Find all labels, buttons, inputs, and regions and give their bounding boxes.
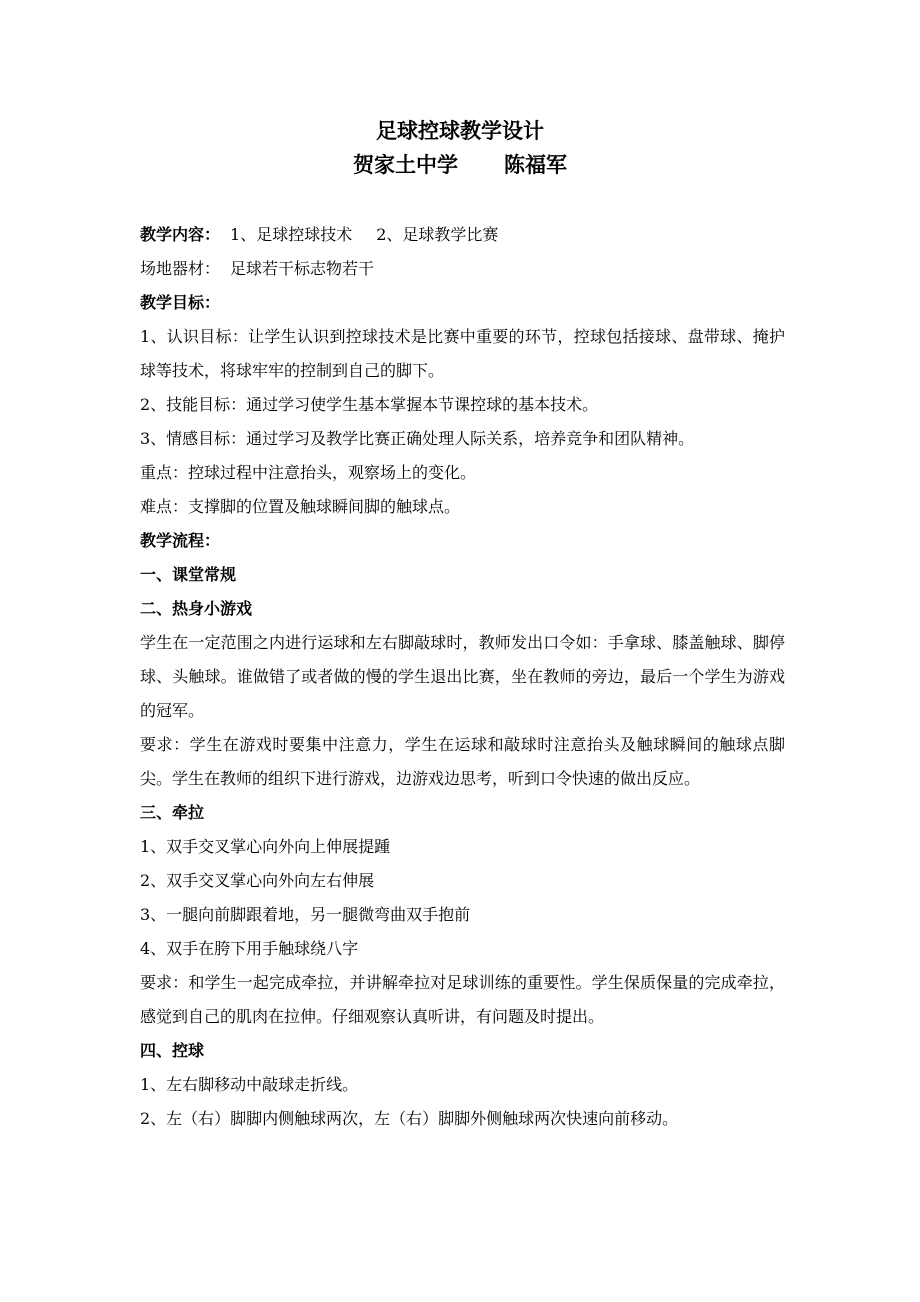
stretch-requirement: 要求：和学生一起完成牵拉，并讲解牵拉对足球训练的重要性。学生保质保量的完成牵拉，感觉到自己的肌肉在拉伸。仔细观察认真听讲，有问题及时提出。: [140, 973, 785, 1026]
teaching-content-label: 教学内容：: [140, 225, 221, 244]
control-item-2: 2、左（右）脚脚内侧触球两次，左（右）脚脚外侧触球两次快速向前移动。: [140, 1109, 679, 1128]
author-line: [0, 150, 920, 180]
section-control-heading: 四、控球: [140, 1041, 205, 1060]
control-item-1: 1、左右脚移动中敲球走折线。: [140, 1075, 359, 1094]
stretch-item-2: 2、双手交叉掌心向外向左右伸展: [140, 871, 375, 890]
section-warmup-heading: 二、热身小游戏: [140, 599, 253, 618]
teaching-content-item-2: 2、足球教学比赛: [376, 225, 499, 244]
section-routine-heading: 一、课堂常规: [140, 565, 237, 584]
goal-emotional: 3、情感目标：通过学习及教学比赛正确处理人际关系，培养竞争和团队精神。: [140, 429, 695, 448]
section-stretch-heading: 三、牵拉: [140, 803, 205, 822]
venue-label: 场地器材：: [140, 259, 221, 278]
process-heading: 教学流程：: [140, 531, 221, 550]
warmup-requirement: 要求：学生在游戏时要集中注意力，学生在运球和敲球时注意抬头及触球瞬间的触球点脚尖。学生在教师的组织下进行游戏，边游戏边思考，听到口令快速的做出反应。: [140, 735, 785, 788]
school-name: 贺家土中学: [353, 152, 458, 177]
teaching-content-item-1: 1、足球控球技术: [230, 225, 353, 244]
warmup-description: 学生在一定范围之内进行运球和左右脚敲球时，教师发出口令如：手拿球、膝盖触球、脚停球、头触球。谁做错了或者做的慢的学生退出比赛，坐在教师的旁边，最后一个学生为游戏的冠军。: [140, 633, 785, 720]
stretch-item-1: 1、双手交叉掌心向外向上伸展提踵: [140, 837, 391, 856]
author-name: 陈福军: [504, 152, 567, 177]
stretch-item-4: 4、双手在胯下用手触球绕八字: [140, 939, 359, 958]
goals-heading: 教学目标：: [140, 293, 221, 312]
difficult-point: 难点：支撑脚的位置及触球瞬间脚的触球点。: [140, 497, 461, 516]
goal-cognitive: 1、认识目标：让学生认识到控球技术是比赛中重要的环节，控球包括接球、盘带球、掩护球等技术，将球牢牢的控制到自己的脚下。: [140, 327, 785, 380]
venue-line: [140, 252, 785, 286]
document-title: 足球控球教学设计: [376, 118, 544, 143]
teaching-content-line: [140, 218, 785, 252]
venue-value: 足球若干标志物若干: [230, 259, 375, 278]
goal-skill: 2、技能目标：通过学习使学生基本掌握本节课控球的基本技术。: [140, 395, 599, 414]
stretch-item-3: 3、一腿向前脚跟着地，另一腿微弯曲双手抱前: [140, 905, 471, 924]
key-point: 重点：控球过程中注意抬头，观察场上的变化。: [140, 463, 477, 482]
document-body: [140, 218, 785, 1136]
